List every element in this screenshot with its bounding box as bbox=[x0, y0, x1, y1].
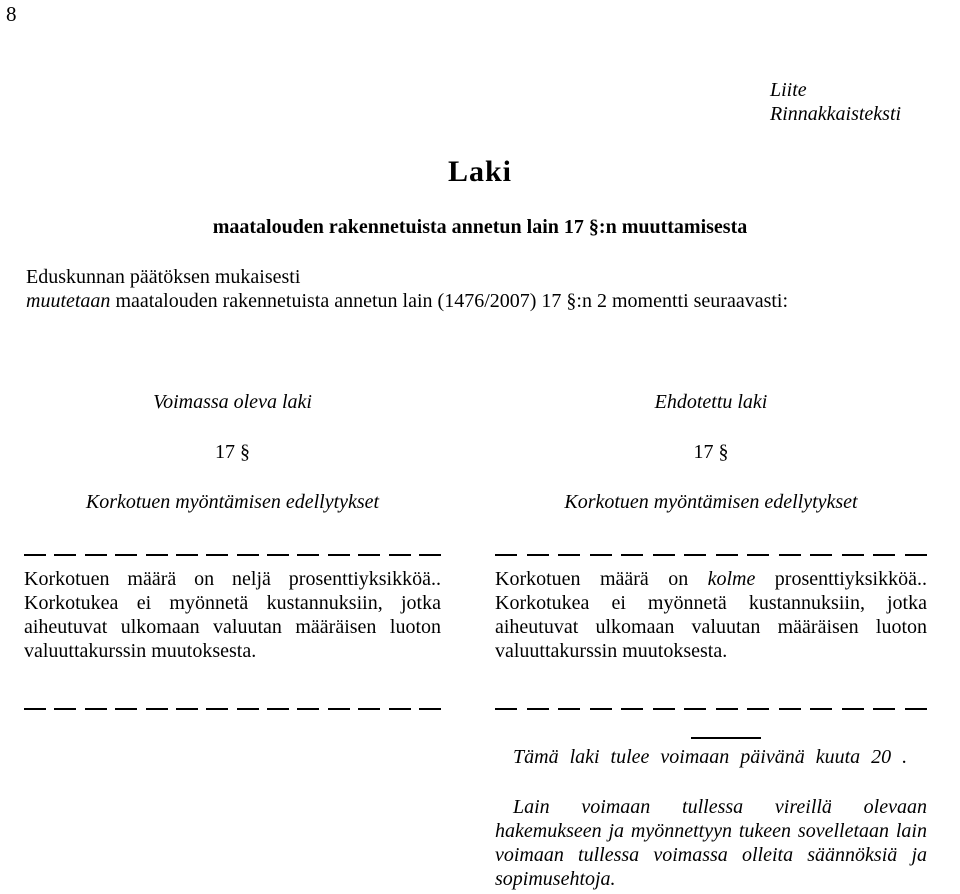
left-section-title: Korkotuen myöntämisen edellytykset bbox=[85, 491, 380, 513]
entry-into-force: Tämä laki tulee voimaan päivänä kuuta 20 . bbox=[513, 746, 908, 768]
right-section-number: 17 § bbox=[693, 441, 729, 463]
left-column bbox=[24, 391, 441, 419]
section-end-rule bbox=[691, 737, 761, 739]
left-omission-line-top bbox=[24, 554, 441, 556]
left-paragraph: Korkotuen määrä on neljä prosenttiyksikköä.. Korkotukea ei myönnetä kustannuksiin, jotka aiheutuvat ulkomaan valuutan määräisen luoton valuuttakurssin muutoksesta. bbox=[24, 568, 441, 662]
intro-line: Eduskunnan päätöksen mukaisesti bbox=[26, 266, 301, 288]
right-paragraph bbox=[495, 567, 927, 663]
right-omission-line-top bbox=[495, 554, 927, 556]
right-paragraph-end: prosenttiyksikköä.. Korkotukea ei myönnetä kustannuksiin, jotka aiheutuvat ulkomaan valuutan määräisen luoton valuuttakurssin muutoksesta. bbox=[495, 568, 927, 662]
transitional-provision: Lain voimaan tullessa vireillä olevaan hakemukseen ja myönnettyyn tukeen sovelletaan lain voimaan tullessa voimassa olleita säännöksiä ja sopimusehtoja. bbox=[495, 796, 927, 890]
appendix-label: Liite bbox=[770, 79, 807, 101]
page-number: 8 bbox=[6, 2, 17, 26]
right-paragraph-changed-word: kolme bbox=[707, 568, 756, 590]
right-section-title: Korkotuen myöntämisen edellytykset bbox=[564, 491, 858, 513]
right-heading: Ehdotettu laki bbox=[654, 391, 768, 413]
right-omission-line-bottom bbox=[495, 708, 927, 710]
right-paragraph-start: Korkotuen määrä on bbox=[495, 568, 708, 590]
parallel-text-label: Rinnakkaisteksti bbox=[770, 103, 902, 125]
left-heading: Voimassa oleva laki bbox=[153, 391, 312, 413]
intro-rest: maatalouden rakennetuista annetun lain (1476/2007) 17 §:n 2 momentti seuraavasti: bbox=[110, 290, 789, 312]
intro-text bbox=[26, 265, 951, 313]
intro-paragraph bbox=[26, 289, 951, 313]
left-section-number: 17 § bbox=[215, 441, 250, 463]
intro-lead-word: muutetaan bbox=[26, 290, 111, 312]
law-subtitle: maatalouden rakennetuista annetun lain 17 §:n muuttamisesta bbox=[212, 216, 748, 238]
left-omission-line-bottom bbox=[24, 708, 441, 710]
appendix-header bbox=[770, 78, 901, 126]
law-title: Laki bbox=[447, 155, 513, 188]
